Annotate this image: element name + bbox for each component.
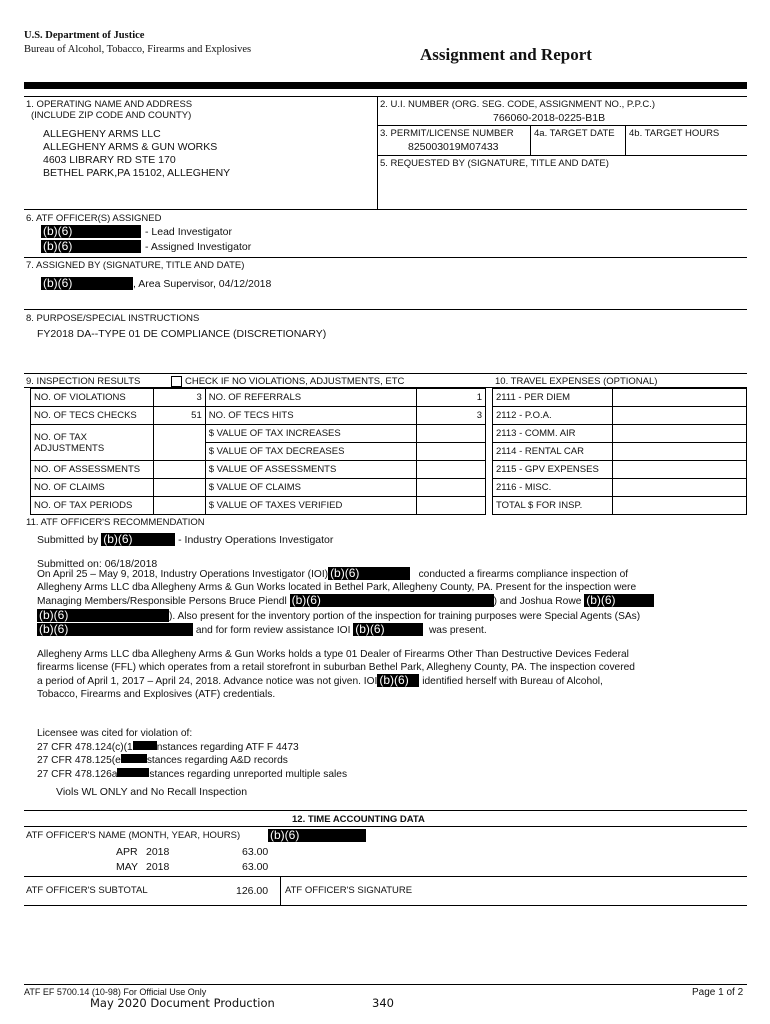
row-value: [153, 479, 205, 497]
production-stamp: May 2020 Document Production: [90, 996, 275, 1010]
sec12-label: 12. TIME ACCOUNTING DATA: [292, 814, 425, 825]
row-value: 51: [153, 407, 205, 425]
time-hours: 63.00: [242, 861, 269, 873]
row-value: [417, 497, 486, 515]
signature-label: ATF OFFICER'S SIGNATURE: [285, 885, 413, 896]
sec6-label: 6. ATF OFFICER(S) ASSIGNED: [26, 213, 162, 224]
submitted-by: Submitted by (b)(6) - Industry Operations Investigator: [37, 532, 334, 546]
redaction-block: (b)(6): [268, 829, 366, 842]
operating-name: ALLEGHENY ARMS LLC: [43, 128, 161, 140]
assigned-by: , Area Supervisor, 04/12/2018: [133, 278, 272, 290]
row-label: 2113 - COMM. AIR: [493, 425, 613, 443]
divider: [280, 876, 281, 905]
row-label: $ VALUE OF TAX DECREASES: [205, 443, 417, 461]
recommendation-paragraph-2: Allegheny Arms LLC dba Allegheny Arms & Gun Works holds a type 01 Dealer of Firearms Other Than Destructive Devices Federal firearms license (FFL) which operates from a retail storefront in suburban Bethel Park, Allegheny County, PA. The inspection covered a period of April 1, 2017 – April 24, 2018. Advance notice was not given. IOI (b)(6) identified herself with Bureau of Alcohol, Tobacco, Firearms and Explosives (ATF) credentials.: [37, 649, 635, 700]
officer-role: - Lead Investigator: [145, 226, 232, 238]
row-label: $ VALUE OF CLAIMS: [205, 479, 417, 497]
table-row: [31, 461, 486, 479]
row-value: [612, 389, 746, 407]
row-label: NO. OF REFERRALS: [205, 389, 417, 407]
redaction-block: (b)(6): [584, 594, 654, 607]
license-number: 825003019M07433: [408, 141, 499, 153]
city-line: BETHEL PARK,PA 15102, ALLEGHENY: [43, 167, 231, 179]
divider: [24, 309, 747, 310]
divider: [625, 125, 626, 155]
table-row: [31, 497, 486, 515]
table-row: [493, 389, 747, 407]
row-value: 3: [417, 407, 486, 425]
redaction-block: (b)(6): [377, 674, 419, 687]
officer-name-label: ATF OFFICER'S NAME (MONTH, YEAR, HOURS): [26, 830, 241, 841]
bureau-name: Bureau of Alcohol, Tobacco, Firearms and Explosives: [24, 44, 252, 55]
operating-dba: ALLEGHENY ARMS & GUN WORKS: [43, 141, 218, 153]
submitted-on: Submitted on: 06/18/2018: [37, 558, 158, 570]
redaction-block: (b)(6): [328, 567, 410, 580]
row-value: [417, 425, 486, 443]
row-label: 2111 - PER DIEM: [493, 389, 613, 407]
ui-number: 766060-2018-0225-B1B: [493, 112, 606, 124]
row-value: [612, 443, 746, 461]
redaction-block: [121, 754, 147, 763]
sec1-label: 1. OPERATING NAME AND ADDRESS: [26, 99, 193, 110]
divider: [24, 876, 747, 877]
recommendation-paragraph-1: On April 25 – May 9, 2018, Industry Operations Investigator (IOI) (b)(6) conducted a firearms compliance inspection of Allegheny Arms LLC dba Allegheny Arms & Gun Works located in Bethel Park, Allegheny County, PA. Present for the inspection were Managing Members/Responsible Persons Bruce Piendl (b)(6) ) and Joshua Rowe (b)(6) (b)(6) ). Also present for the inventory portion of the inspection for training purposes were Special Agents (SAs) (b)(6) and for form review assistance IOI (b)(6) was present.: [37, 567, 737, 638]
inspection-results-table: [30, 388, 486, 515]
row-value: [612, 425, 746, 443]
viols-note: Viols WL ONLY and No Recall Inspection: [56, 786, 248, 798]
row-label: NO. OF ASSESSMENTS: [31, 461, 154, 479]
row-value: [612, 407, 746, 425]
sec2-label: 2. U.I. NUMBER (ORG. SEG. CODE, ASSIGNMENT NO., P.P.C.): [380, 99, 656, 110]
table-row: [493, 425, 747, 443]
row-label: NO. OF TECS CHECKS: [31, 407, 154, 425]
sec11-label: 11. ATF OFFICER'S RECOMMENDATION: [26, 517, 205, 528]
divider: [377, 125, 747, 126]
divider: [24, 209, 747, 210]
redaction-block: [133, 741, 157, 750]
no-violations-check[interactable]: CHECK IF NO VIOLATIONS, ADJUSTMENTS, ETC: [171, 376, 404, 387]
purpose-text: FY2018 DA--TYPE 01 DE COMPLIANCE (DISCRETIONARY): [37, 328, 327, 340]
row-value: [612, 461, 746, 479]
row-value: [153, 461, 205, 479]
sec5-label: 5. REQUESTED BY (SIGNATURE, TITLE AND DATE): [380, 158, 609, 169]
sec1-label-sub: (INCLUDE ZIP CODE AND COUNTY): [31, 110, 192, 121]
table-row: [493, 461, 747, 479]
divider: [377, 96, 378, 209]
sec9-label: 9. INSPECTION RESULTS: [26, 376, 141, 387]
address-line: 4603 LIBRARY RD STE 170: [43, 154, 176, 166]
row-value: [612, 497, 746, 515]
time-month: APR: [116, 846, 138, 858]
row-label: NO. OF TAX ADJUSTMENTS: [31, 425, 154, 461]
table-row: [493, 497, 747, 515]
agency-name: U.S. Department of Justice: [24, 30, 145, 41]
table-row: [31, 389, 486, 407]
travel-expenses-table: [492, 388, 747, 515]
form-number: ATF EF 5700.14 (10-98) For Official Use Only: [24, 987, 207, 997]
subtotal-label: ATF OFFICER'S SUBTOTAL: [26, 885, 148, 896]
time-year: 2018: [146, 861, 170, 873]
divider: [24, 257, 747, 258]
row-label: NO. OF TAX PERIODS: [31, 497, 154, 515]
violations-list: Licensee was cited for violation of: 27 CFR 478.124(c)(1 nstances regarding ATF F 4473 27 CFR 478.125(e stances regarding A&D records 27 CFR 478.126a stances regarding unreported multiple sales: [37, 728, 348, 780]
sec3-label: 3. PERMIT/LICENSE NUMBER: [380, 128, 514, 139]
row-value: [153, 497, 205, 515]
time-month: MAY: [116, 861, 138, 873]
row-value: 1: [417, 389, 486, 407]
checkbox[interactable]: [171, 376, 182, 387]
row-value: [417, 443, 486, 461]
divider: [24, 826, 747, 827]
sec8-label: 8. PURPOSE/SPECIAL INSTRUCTIONS: [26, 313, 200, 324]
divider: [24, 96, 747, 97]
sec10-label: 10. TRAVEL EXPENSES (OPTIONAL): [495, 376, 658, 387]
time-year: 2018: [146, 846, 170, 858]
redaction-block: [117, 768, 149, 777]
sec4a-label: 4a. TARGET DATE: [534, 128, 615, 139]
row-value: [417, 479, 486, 497]
row-label: 2112 - P.O.A.: [493, 407, 613, 425]
divider: [530, 125, 531, 155]
page-number: Page 1 of 2: [692, 987, 744, 998]
row-label: 2115 - GPV EXPENSES: [493, 461, 613, 479]
table-row: [31, 407, 486, 425]
sec4b-label: 4b. TARGET HOURS: [629, 128, 720, 139]
row-label: NO. OF TECS HITS: [205, 407, 417, 425]
divider: [24, 373, 747, 374]
row-label: 2116 - MISC.: [493, 479, 613, 497]
redaction-block: (b)(6): [290, 594, 494, 607]
bates-number: 340: [372, 996, 394, 1010]
row-label: $ VALUE OF TAX INCREASES: [205, 425, 417, 443]
table-row: [31, 479, 486, 497]
officer-role: - Assigned Investigator: [145, 241, 252, 253]
row-label: $ VALUE OF ASSESSMENTS: [205, 461, 417, 479]
row-label: NO. OF VIOLATIONS: [31, 389, 154, 407]
time-hours: 63.00: [242, 846, 269, 858]
row-label: 2114 - RENTAL CAR: [493, 443, 613, 461]
redaction-block: (b)(6): [101, 533, 175, 546]
divider: [24, 810, 747, 811]
redaction-block: (b)(6): [41, 240, 141, 253]
row-value: [612, 479, 746, 497]
row-label: $ VALUE OF TAXES VERIFIED: [205, 497, 417, 515]
header-rule: [24, 82, 747, 89]
redaction-block: (b)(6): [41, 225, 141, 238]
row-label: TOTAL $ FOR INSP.: [493, 497, 613, 515]
redaction-block: (b)(6): [353, 623, 423, 636]
page-title: Assignment and Report: [420, 45, 592, 64]
table-row: [493, 443, 747, 461]
row-label: NO. OF CLAIMS: [31, 479, 154, 497]
divider: [24, 905, 747, 906]
redaction-block: (b)(6): [37, 609, 169, 622]
table-row: [31, 425, 486, 443]
row-value: [153, 425, 205, 461]
row-value: [417, 461, 486, 479]
divider: [377, 155, 747, 156]
subtotal-value: 126.00: [236, 885, 269, 897]
table-row: [493, 407, 747, 425]
table-row: [493, 479, 747, 497]
row-value: 3: [153, 389, 205, 407]
redaction-block: (b)(6): [37, 623, 193, 636]
sec7-label: 7. ASSIGNED BY (SIGNATURE, TITLE AND DATE): [26, 260, 245, 271]
divider: [24, 984, 747, 985]
redaction-block: (b)(6): [41, 277, 133, 290]
